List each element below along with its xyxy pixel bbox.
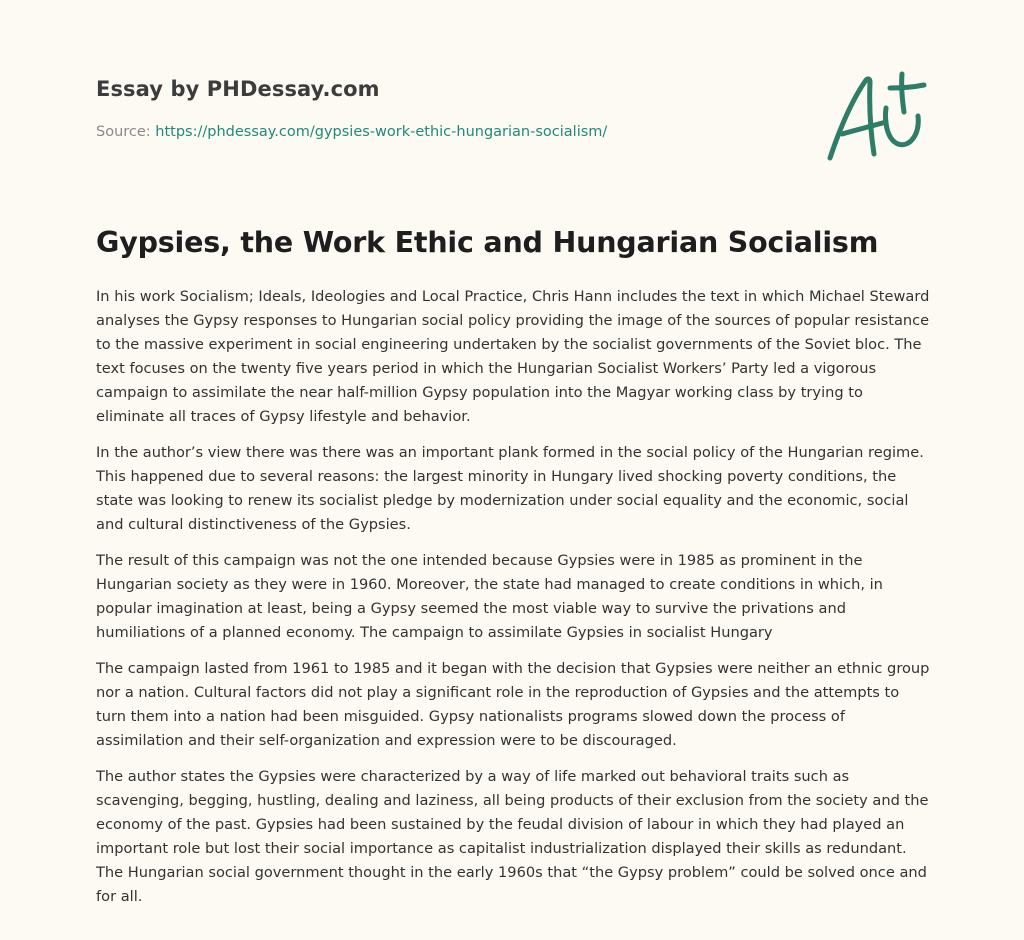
source-link[interactable]: https://phdessay.com/gypsies-work-ethic-hungarian-socialism/ (155, 124, 608, 140)
paragraph: In his work Socialism; Ideals, Ideologies and Local Practice, Chris Hann includes the text in which Michael Steward analyses the Gypsy responses to Hungarian social policy providing the image of the sources of popular resistance to the massive experiment in social engineering undertaken by the socialist governments of the Soviet bloc. The text focuses on the twenty five years period in which the Hungarian Socialist Workers’ Party led a vigorous campaign to assimilate the near half-million Gypsy population into the Magyar working class by trying to eliminate all traces of Gypsy lifestyle and behavior. (96, 288, 930, 425)
source-line (96, 124, 607, 140)
paragraph: The author states the Gypsies were characterized by a way of life marked out behavioral traits such as scavenging, begging, hustling, dealing and laziness, all being products of their exclusion from the society and the economy of the past. Gypsies had been sustained by the feudal division of labour in which they had played an important role but lost their social importance as capitalist industrialization displayed their skills as redundant. The Hungarian social government thought in the early 1960s that “the Gypsy problem” could be solved once and for all. (96, 768, 929, 905)
paragraph: The result of this campaign was not the one intended because Gypsies were in 1985 as prominent in the Hungarian society as they were in 1960. Moreover, the state had managed to create conditions in which, in popular imagination at least, being a Gypsy seemed the most viable way to survive the privations and humiliations of a planned economy. The campaign to assimilate Gypsies in socialist Hungary (96, 552, 883, 641)
article-body (96, 285, 932, 921)
article-title: Gypsies, the Work Ethic and Hungarian Socialism (96, 226, 879, 259)
a-plus-logo-icon (822, 68, 928, 164)
source-label: Source: (96, 124, 151, 140)
paragraph: The campaign lasted from 1961 to 1985 and it began with the decision that Gypsies were neither an ethnic group nor a nation. Cultural factors did not play a significant role in the reproduction of Gypsies and the attempts to turn them into a nation had been misguided. Gypsy nationalists programs slowed down the process of assimilation and their self-organization and expression were to be discouraged. (96, 660, 930, 749)
paragraph: In the author’s view there was there was an important plank formed in the social policy of the Hungarian regime. This happened due to several reasons: the largest minority in Hungary lived shocking poverty conditions, the state was looking to renew its socialist pledge by modernization under social equality and the economic, social and cultural distinctiveness of the Gypsies. (96, 444, 924, 533)
site-brand: Essay by PHDessay.com (96, 77, 380, 101)
